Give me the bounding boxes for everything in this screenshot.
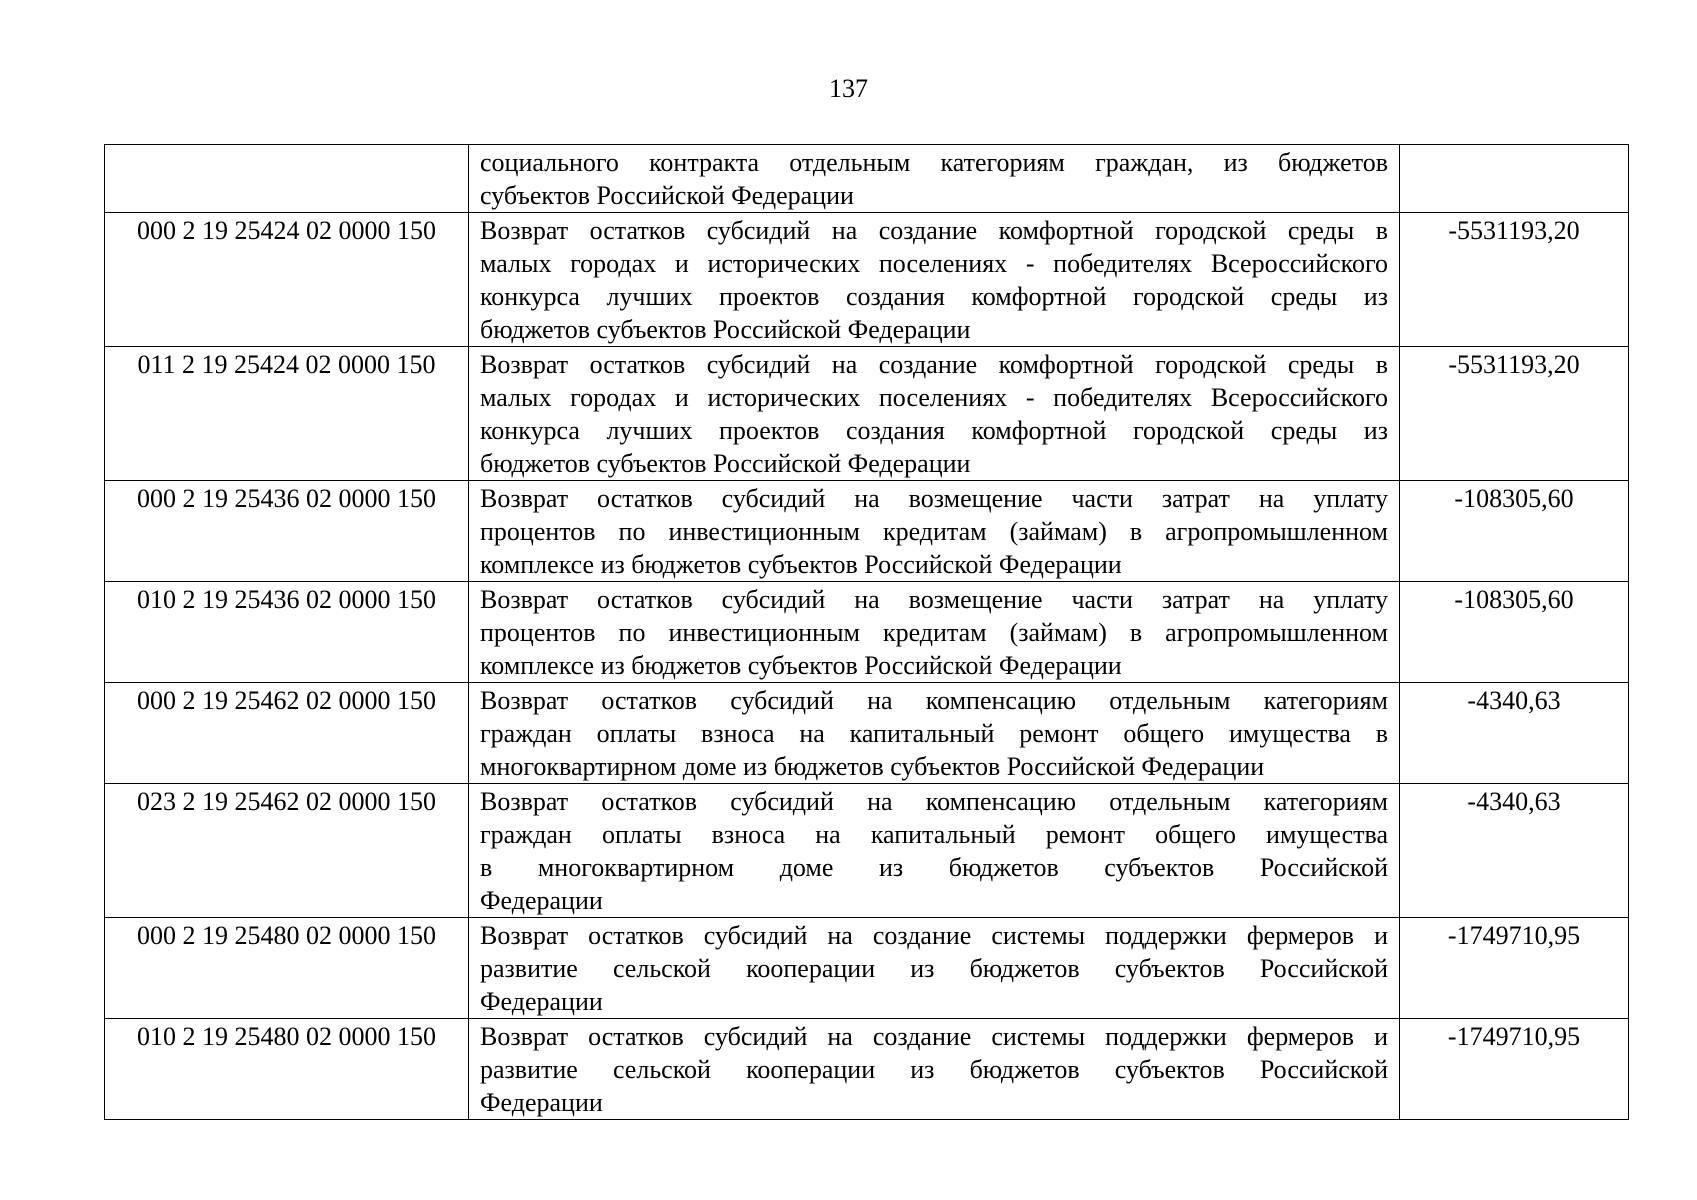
amount-cell: -5531193,20 <box>1400 213 1629 347</box>
description-line: Возврат остатков субсидий на создание комфортной городской среды в <box>480 216 1388 245</box>
description-line: субъектов Российской Федерации <box>480 181 854 210</box>
description-line: бюджетов субъектов Российской Федерации <box>480 315 971 344</box>
description-line: малых городах и исторических поселениях - победителях Всероссийского <box>480 249 1388 278</box>
description-cell <box>469 213 1400 347</box>
budget-code-cell: 000 2 19 25436 02 0000 150 <box>105 481 469 582</box>
budget-code-cell: 000 2 19 25480 02 0000 150 <box>105 918 469 1019</box>
description-line: Возврат остатков субсидий на возмещение части затрат на уплату <box>480 585 1388 614</box>
amount-cell: -1749710,95 <box>1400 1019 1629 1120</box>
amount-cell: -5531193,20 <box>1400 347 1629 481</box>
budget-code-cell: 010 2 19 25480 02 0000 150 <box>105 1019 469 1120</box>
description-cell <box>469 918 1400 1019</box>
amount-cell <box>1400 145 1629 213</box>
description-cell <box>469 582 1400 683</box>
budget-code-cell <box>105 145 469 213</box>
description-line: бюджетов субъектов Российской Федерации <box>480 449 971 478</box>
amount-cell: -4340,63 <box>1400 784 1629 918</box>
table-row <box>105 213 1629 347</box>
description-cell <box>469 1019 1400 1120</box>
description-line: граждан оплаты взноса на капитальный ремонт общего имущества <box>480 820 1388 849</box>
budget-code-cell: 000 2 19 25424 02 0000 150 <box>105 213 469 347</box>
description-line: конкурса лучших проектов создания комфортной городской среды из <box>480 416 1388 445</box>
description-line: Возврат остатков субсидий на возмещение части затрат на уплату <box>480 484 1388 513</box>
page-number: 137 <box>829 74 868 103</box>
description-line: процентов по инвестиционным кредитам (займам) в агропромышленном <box>480 517 1388 546</box>
description-cell <box>469 145 1400 213</box>
description-line: Возврат остатков субсидий на создание системы поддержки фермеров и <box>480 1022 1388 1051</box>
description-line: Федерации <box>480 987 603 1016</box>
budget-table <box>104 144 1629 1120</box>
budget-code-cell: 011 2 19 25424 02 0000 150 <box>105 347 469 481</box>
description-cell <box>469 347 1400 481</box>
description-line: граждан оплаты взноса на капитальный ремонт общего имущества в <box>480 719 1388 748</box>
table-body <box>105 145 1629 1120</box>
description-line: комплексе из бюджетов субъектов Российской Федерации <box>480 550 1122 579</box>
description-line: Федерации <box>480 886 603 915</box>
table-row <box>105 145 1629 213</box>
table-row <box>105 582 1629 683</box>
description-line: Возврат остатков субсидий на компенсацию отдельным категориям <box>480 787 1388 816</box>
table-row <box>105 481 1629 582</box>
table-row <box>105 683 1629 784</box>
description-line: конкурса лучших проектов создания комфортной городской среды из <box>480 282 1388 311</box>
budget-code-cell: 010 2 19 25436 02 0000 150 <box>105 582 469 683</box>
table-row <box>105 918 1629 1019</box>
description-line: Федерации <box>480 1088 603 1117</box>
amount-cell: -108305,60 <box>1400 582 1629 683</box>
amount-cell: -1749710,95 <box>1400 918 1629 1019</box>
description-line: многоквартирном доме из бюджетов субъектов Российской Федерации <box>480 752 1265 781</box>
description-line: развитие сельской кооперации из бюджетов субъектов Российской <box>480 954 1388 983</box>
description-line: Возврат остатков субсидий на создание системы поддержки фермеров и <box>480 921 1388 950</box>
budget-code-cell: 000 2 19 25462 02 0000 150 <box>105 683 469 784</box>
description-line: в многоквартирном доме из бюджетов субъектов Российской <box>480 853 1388 882</box>
description-line: Возврат остатков субсидий на создание комфортной городской среды в <box>480 350 1388 379</box>
description-line: комплексе из бюджетов субъектов Российской Федерации <box>480 651 1122 680</box>
table-row <box>105 347 1629 481</box>
description-cell <box>469 683 1400 784</box>
description-line: процентов по инвестиционным кредитам (займам) в агропромышленном <box>480 618 1388 647</box>
description-line: социального контракта отдельным категориям граждан, из бюджетов <box>480 148 1388 177</box>
description-line: малых городах и исторических поселениях - победителях Всероссийского <box>480 383 1388 412</box>
description-line: развитие сельской кооперации из бюджетов субъектов Российской <box>480 1055 1388 1084</box>
table-row <box>105 1019 1629 1120</box>
budget-code-cell: 023 2 19 25462 02 0000 150 <box>105 784 469 918</box>
description-line: Возврат остатков субсидий на компенсацию отдельным категориям <box>480 686 1388 715</box>
description-cell <box>469 784 1400 918</box>
table-row <box>105 784 1629 918</box>
amount-cell: -108305,60 <box>1400 481 1629 582</box>
amount-cell: -4340,63 <box>1400 683 1629 784</box>
description-cell <box>469 481 1400 582</box>
